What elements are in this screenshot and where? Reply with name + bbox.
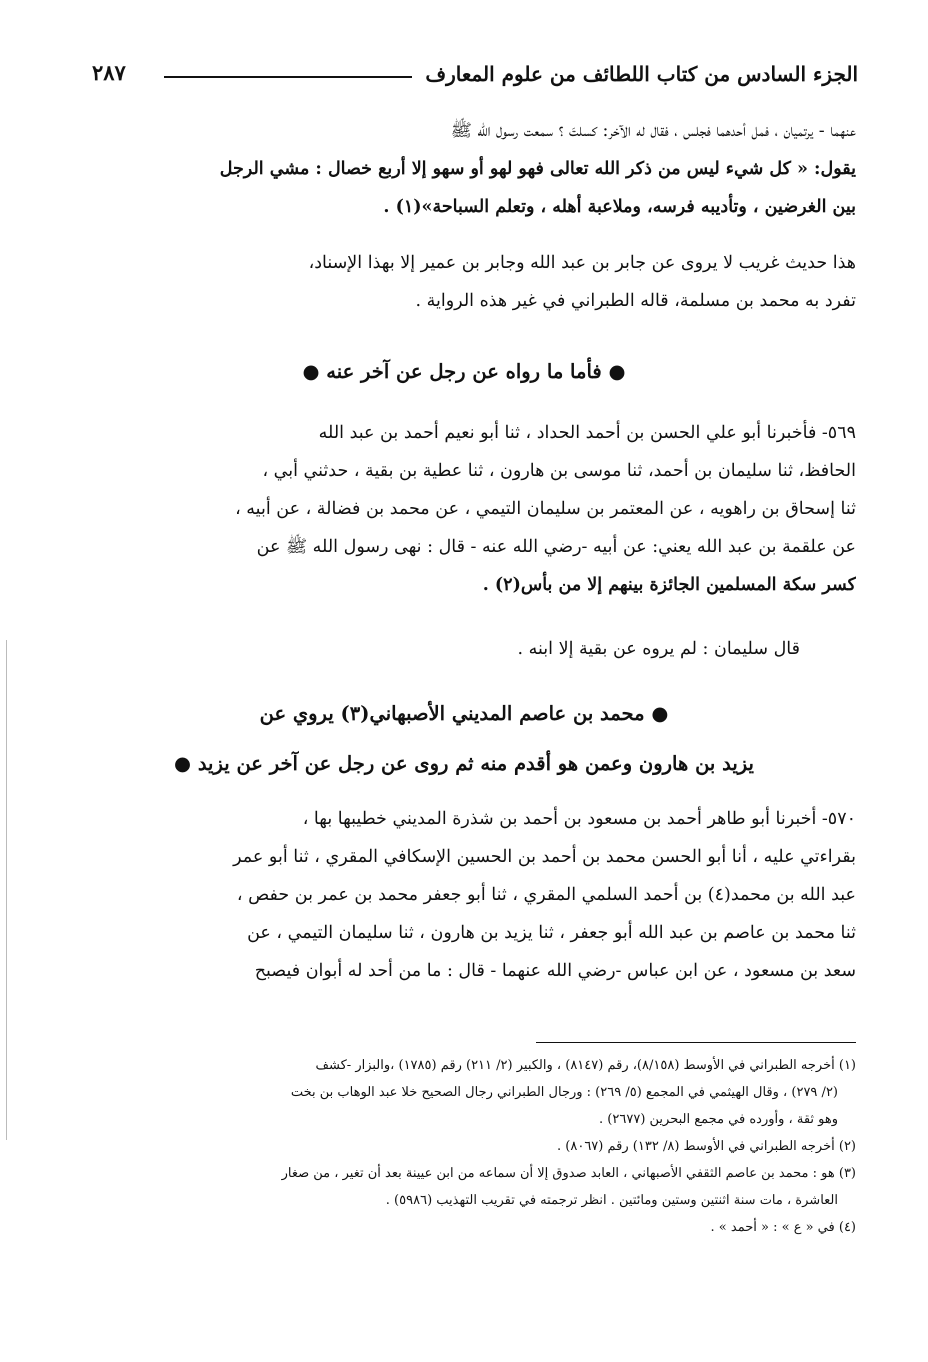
scan-edge-line <box>6 640 7 1140</box>
text-line: كسر سكة المسلمين الجائزة بينهم إلا من بأس(٢) . <box>482 575 856 595</box>
text-line: بقراءتي عليه ، أنا أبو الحسن محمد بن أحمد بن الحسين الإسكافي المقري ، ثنا أبو عمر <box>233 847 856 867</box>
running-title: الجزء السادس من كتاب اللطائف من علوم المعارف <box>425 62 858 86</box>
footnote-line: (٢) أخرجه الطبراني في الأوسط (٨/ ١٣٢) رقم (٨٠٦٧) . <box>557 1139 856 1154</box>
text-line: عبد الله بن محمد(٤) بن أحمد السلمي المقري ، ثنا أبو جعفر محمد بن عمر بن حفص ، <box>236 885 856 905</box>
footnote-line: العاشرة ، مات سنة اثنتين وستين ومائتين . انظر ترجمته في تقريب التهذيب (٥٩٨٦) . <box>385 1193 838 1208</box>
text-line: ثنا محمد بن عاصم بن عبد الله أبو جعفر ، ثنا يزيد بن هارون ، ثنا سليمان التيمي ، عن <box>247 923 856 943</box>
narrator-note <box>78 630 856 668</box>
footnote-line: وهو ثقة ، وأورده في مجمع البحرين (٢٦٧٧) . <box>599 1112 838 1127</box>
text-line: ثنا إسحاق بن راهويه ، عن المعتمر بن سليمان التيمي ، عن محمد بن فضالة ، عن أبيه ، <box>235 499 856 519</box>
page-header <box>92 62 858 92</box>
header-rule <box>164 76 412 78</box>
section-heading-line-2: يزيد بن هارون وعمن هو أقدم منه ثم روى عن رجل عن آخر عن يزيد ● <box>174 752 754 775</box>
text-line: يقول: « كل شيء ليس من ذكر الله تعالى فهو لهو أو سهو إلا أربع خصال : مشي الرجل <box>219 159 856 179</box>
commentary-paragraph <box>78 244 856 320</box>
footnotes <box>78 1052 856 1241</box>
text-line: قال سليمان : لم يروه عن بقية إلا ابنه . <box>517 639 800 659</box>
footnote-line: (١) أخرجه الطبراني في الأوسط (٨/١٥٨)، رقم (٨١٤٧) ، والكبير (٢/ ٢١١) رقم (١٧٨٥) ،والبزار -كشف <box>315 1058 856 1073</box>
section-heading-line-1: ● محمد بن عاصم المديني الأصبهاني(٣) يروي عن <box>259 702 669 725</box>
footnote-line: (٣) هو : محمد بن عاصم الثقفي الأصبهاني ، العابد صدوق إلا أن سماعه من ابن عيينة بعد أن تغير ، من صغار <box>281 1166 856 1181</box>
text-line: ٥٦٩- فأخبرنا أبو علي الحسن بن أحمد الحداد ، ثنا أبو نعيم أحمد بن عبد الله <box>318 423 856 443</box>
text-line: عن علقمة بن عبد الله يعني: عن أبيه -رضي الله عنه - قال : نهى رسول الله ﷺ عن <box>256 537 856 557</box>
section-heading: ● فأما ما رواه عن رجل عن آخر عنه ● <box>302 360 626 383</box>
hadith-569 <box>78 414 856 604</box>
hadith-570 <box>78 800 856 990</box>
page-number: ٢٨٧ <box>92 60 126 85</box>
text-line: ٥٧٠- أخبرنا أبو طاهر أحمد بن مسعود بن أحمد بن شذرة المديني خطيبها بها ، <box>302 809 856 829</box>
hadith-continuation <box>78 112 856 226</box>
text-line: بين الغرضين ، وتأديبه فرسه، وملاعبة أهله ، وتعلم السباحة»(١) . <box>383 197 856 217</box>
footnote-line: (٢/ ٢٧٩) ، وقال الهيثمي في المجمع (٥/ ٢٦٩) : ورجال الطبراني رجال الصحيح خلا عبد الوهاب بن بخت <box>290 1085 838 1100</box>
text-line: عنهما - يرتميان ، فمل أحدهما فجلس ، فقال له الآخر: كسلتَ ؟ سمعت رسول الله ﷺ <box>450 121 856 141</box>
text-line: تفرد به محمد بن مسلمة، قاله الطبراني في غير هذه الرواية . <box>415 291 856 311</box>
footnote-line: (٤) في « ع » : « أحمد » . <box>710 1220 856 1235</box>
text-line: هذا حديث غريب لا يروى عن جابر بن عبد الله وجابر بن عمير إلا بهذا الإسناد، <box>308 253 856 273</box>
footnote-separator <box>536 1042 856 1043</box>
text-line: الحافظ، ثنا سليمان بن أحمد، ثنا موسى بن هارون ، ثنا عطية بن بقية ، حدثني أبي ، <box>262 461 856 481</box>
text-line: سعد بن مسعود ، عن ابن عباس -رضي الله عنهما - قال : ما من أحد له أبوان فيصبح <box>254 961 856 981</box>
